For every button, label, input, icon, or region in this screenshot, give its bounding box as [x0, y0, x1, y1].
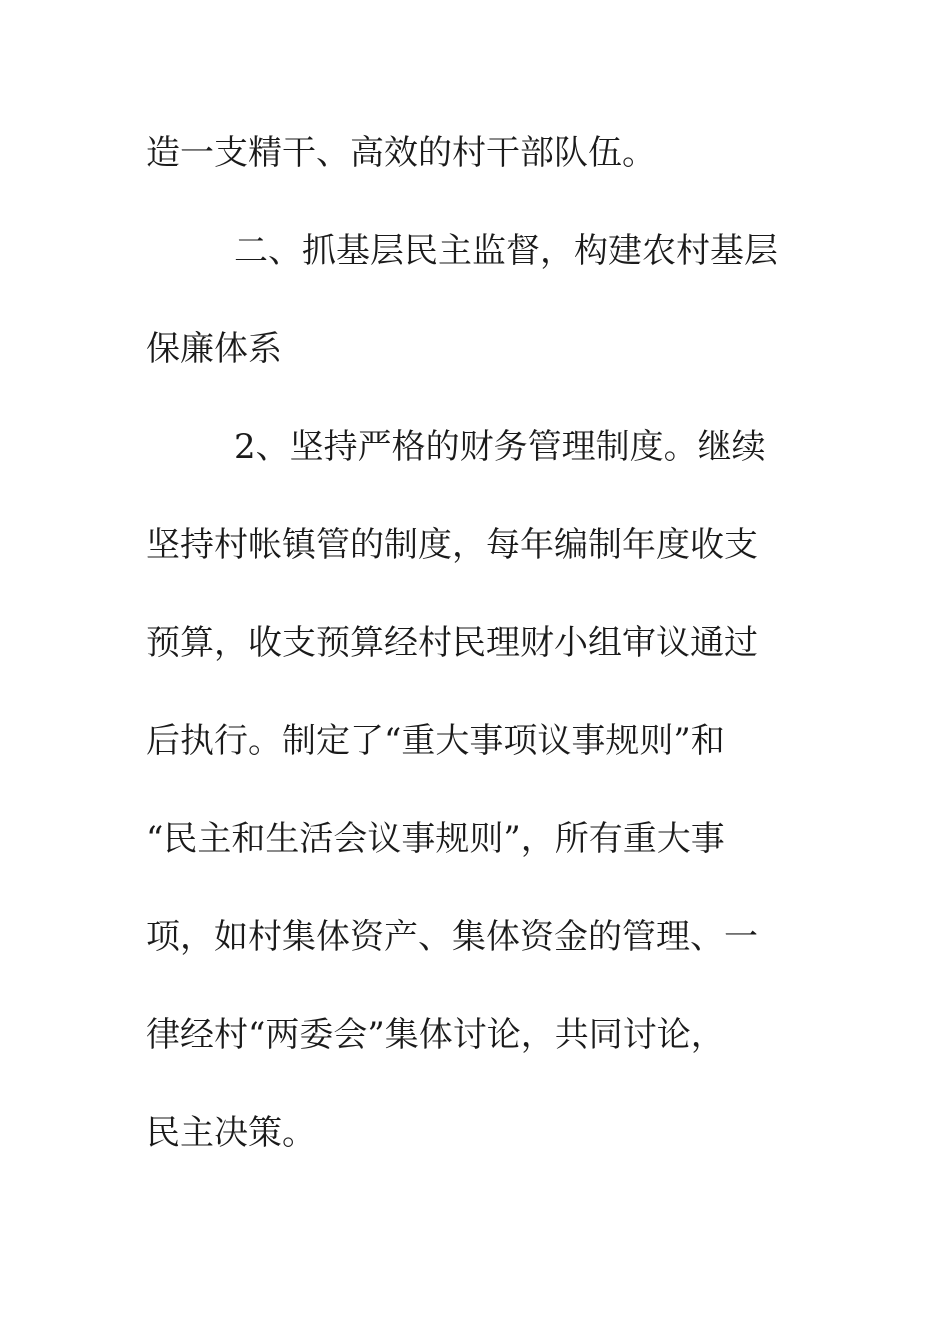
paragraph-line: 民主决策。: [146, 1113, 316, 1153]
section-heading-line-2: 保廉体系: [146, 329, 282, 369]
paragraph-line: 坚持村帐镇管的制度，每年编制年度收支: [146, 525, 758, 565]
paragraph-line: 预算，收支预算经村民理财小组审议通过: [146, 623, 758, 663]
section-heading-line-1: 二、抓基层民主监督，构建农村基层: [234, 231, 778, 271]
document-body: [146, 121, 806, 1199]
paragraph-continuation-line: 造一支精干、高效的村干部队伍。: [146, 133, 656, 173]
paragraph-line: 后执行。制定了“重大事项议事规则”和: [146, 721, 725, 761]
paragraph-line: “民主和生活会议事规则”，所有重大事: [146, 819, 725, 859]
paragraph-line: 律经村“两委会”集体讨论，共同讨论，: [146, 1015, 725, 1055]
paragraph-line: 项，如村集体资产、集体资金的管理、一: [146, 917, 758, 957]
paragraph-line: 2、坚持严格的财务管理制度。继续: [234, 427, 766, 467]
